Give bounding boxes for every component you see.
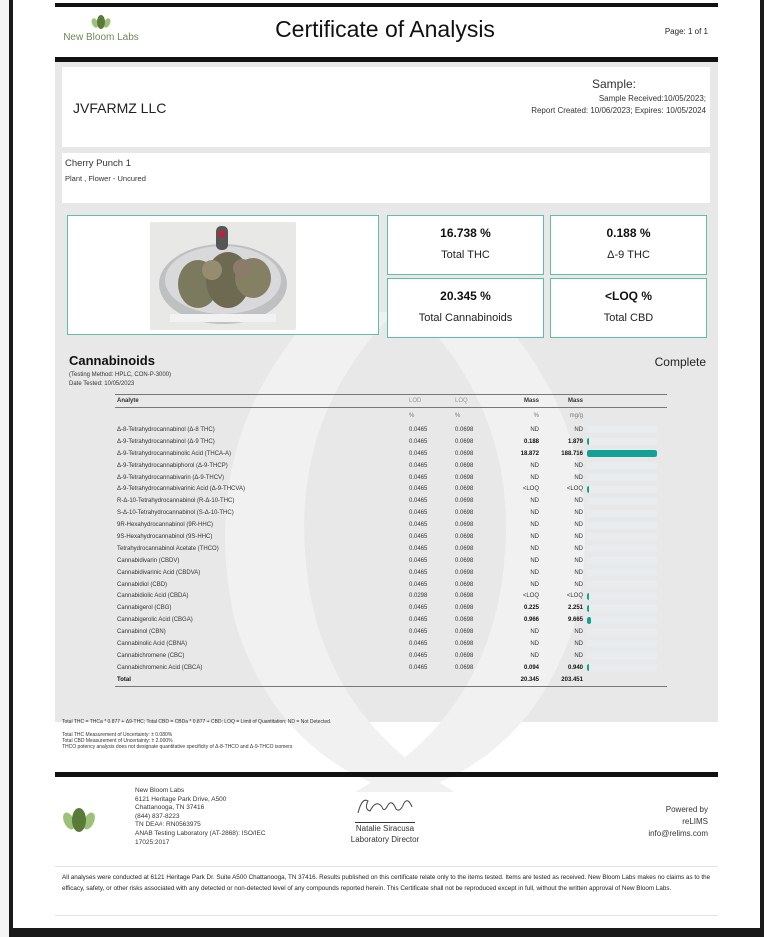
table-row [115, 483, 667, 495]
table-row [115, 448, 667, 460]
loq-cell: 0.0698 [455, 426, 474, 433]
delta9-thc-card [550, 215, 707, 275]
signature-block [335, 795, 435, 844]
mass-mg-cell: ND [574, 510, 583, 517]
table-row [115, 662, 667, 674]
analyte-cell: 9S-Hexahydrocannabinol (9S-HHC) [117, 533, 213, 540]
lab-info-name: New Bloom Labs [135, 787, 185, 794]
sample-received-date: Sample Received:10/05/2023; [598, 94, 706, 103]
col-mass-mg: Mass [541, 395, 585, 408]
viewer-frame-bottom [9, 928, 764, 937]
viewer-frame-right [760, 0, 764, 937]
concentration-bar [587, 545, 657, 552]
product-type: Plant , Flower - Uncured [65, 174, 146, 183]
mass-pct-cell: ND [530, 426, 539, 433]
delta9-thc-value: 0.188 % [606, 226, 651, 240]
col-lod: LOD [407, 395, 453, 408]
col-bar [585, 395, 667, 408]
unit-loq: % [455, 413, 461, 419]
cannabinoids-table [115, 394, 667, 687]
mass-pct-cell: ND [530, 545, 539, 552]
loq-cell: 0.0698 [455, 664, 474, 671]
summary-panel [62, 210, 710, 340]
analyte-cell: Cannabigerol (CBG) [117, 605, 172, 612]
lab-info-iso: 17025:2017 [135, 838, 170, 846]
sample-photo [150, 222, 296, 330]
lab-contact-info [135, 787, 266, 847]
lod-cell: 0.0465 [409, 438, 428, 445]
concentration-bar [587, 664, 657, 671]
analyte-cell: Cannabichromenic Acid (CBCA) [117, 664, 203, 671]
mass-pct-cell: ND [530, 557, 539, 564]
lod-cell: 0.0465 [409, 557, 428, 564]
total-label: Total [115, 674, 407, 686]
mass-mg-cell: ND [574, 522, 583, 529]
powered-by-brand: reLIMS [682, 817, 708, 826]
concentration-bar [587, 629, 657, 636]
client-name: JVFARMZ LLC [73, 100, 167, 116]
lod-cell: 0.0465 [409, 462, 428, 469]
mass-mg-cell: ND [574, 533, 583, 540]
table-row [115, 460, 667, 472]
cbd-uncertainty-note: Total CBD Measurement of Uncertainty: ± 2.000% [62, 738, 173, 744]
document-title: Certificate of Analysis [275, 16, 495, 42]
lod-cell: 0.0465 [409, 522, 428, 529]
analyte-cell: Cannabichromene (CBC) [117, 652, 185, 659]
table-row [115, 626, 667, 638]
lotus-logo-icon [90, 14, 112, 30]
mass-mg-cell: ND [574, 569, 583, 576]
loq-cell: 0.0698 [455, 581, 474, 588]
col-mass-pct: Mass [499, 395, 541, 408]
table-row [115, 519, 667, 531]
product-panel [62, 153, 710, 203]
concentration-bar [587, 533, 657, 540]
mass-pct-cell: 0.225 [523, 605, 539, 612]
table-row [115, 579, 667, 591]
lod-cell: 0.0465 [409, 486, 428, 493]
mass-mg-cell: ND [574, 629, 583, 636]
page-number: Page: 1 of 1 [664, 27, 708, 36]
concentration-bar-fill [587, 664, 589, 671]
total-mass-mg: 203.451 [541, 674, 585, 686]
loq-cell: 0.0698 [455, 569, 474, 576]
product-name: Cherry Punch 1 [65, 158, 132, 169]
table-row [115, 614, 667, 626]
lod-cell: 0.0465 [409, 581, 428, 588]
viewer-background [0, 0, 9, 937]
analyte-cell: S-Δ-10-Tetrahydrocannabinol (S-Δ-10-THC) [117, 510, 234, 517]
mass-mg-cell: ND [574, 498, 583, 505]
table-row [115, 531, 667, 543]
loq-cell: 0.0698 [455, 629, 474, 636]
powered-by-email[interactable]: info@relims.com [648, 829, 708, 838]
analyte-cell: Δ-8-Tetrahydrocannabinol (Δ-8 THC) [117, 426, 215, 433]
analyte-cell: Cannabinol (CBN) [117, 629, 166, 636]
mass-mg-cell: ND [574, 652, 583, 659]
mass-pct-cell: ND [530, 533, 539, 540]
loq-cell: 0.0698 [455, 557, 474, 564]
unit-mass-pct: % [533, 413, 539, 419]
concentration-bar [587, 569, 657, 576]
signatory-title: Laboratory Director [350, 835, 420, 844]
table-row [115, 472, 667, 484]
analyte-cell: R-Δ-10-Tetrahydrocannabinol (R-Δ-10-THC) [117, 498, 235, 505]
cannabinoids-title: Cannabinoids [69, 353, 155, 368]
analyte-cell: Cannabidivarin (CBDV) [117, 557, 180, 564]
lod-cell: 0.0465 [409, 605, 428, 612]
table-header-row [115, 395, 667, 408]
total-cbd-label: Total CBD [603, 312, 654, 324]
footer-rule [55, 772, 718, 777]
unit-mass-mg: mg/g [569, 413, 583, 419]
footer-logo [62, 807, 96, 838]
mass-mg-cell: <LOQ [566, 593, 583, 600]
loq-cell: 0.0698 [455, 605, 474, 612]
table-row [115, 602, 667, 614]
concentration-bar [587, 557, 657, 564]
disclaimer-rule-top [55, 866, 718, 867]
total-cbd-card [550, 278, 707, 338]
mass-pct-cell: ND [530, 474, 539, 481]
disclaimer-rule-bottom [55, 915, 718, 916]
analyte-cell: Δ-9-Tetrahydrocannabivarinic Acid (Δ-9-THCVA) [117, 486, 245, 493]
mass-mg-cell: ND [574, 426, 583, 433]
concentration-bar [587, 593, 657, 600]
lod-cell: 0.0465 [409, 498, 428, 505]
lod-cell: 0.0465 [409, 640, 428, 647]
concentration-bar [587, 605, 657, 612]
table-row [115, 555, 667, 567]
concentration-bar [587, 426, 657, 433]
analyte-cell: Cannabinolic Acid (CBNA) [117, 640, 188, 647]
analyte-cell: Cannabidivarinic Acid (CBDVA) [117, 569, 201, 576]
analyte-cell: Cannabigerolic Acid (CBGA) [117, 617, 193, 624]
mass-pct-cell: ND [530, 569, 539, 576]
lod-cell: 0.0465 [409, 510, 428, 517]
total-thc-label: Total THC [441, 249, 490, 261]
signature-icon [354, 795, 416, 817]
mass-mg-cell: ND [574, 474, 583, 481]
lod-cell: 0.0465 [409, 664, 428, 671]
sample-image-box [67, 215, 379, 335]
analyte-cell: Tetrahydrocannabinol Acetate (THCO) [117, 545, 219, 552]
header-rule-top [55, 3, 718, 7]
lab-info-phone: (844) 837-8223 [135, 812, 180, 820]
lab-info-address: 6121 Heritage Park Drive, A500 [135, 795, 227, 803]
mass-pct-cell: ND [530, 629, 539, 636]
concentration-bar [587, 617, 657, 624]
mass-pct-cell: ND [530, 498, 539, 505]
loq-cell: 0.0698 [455, 652, 474, 659]
lod-cell: 0.0465 [409, 629, 428, 636]
concentration-bar [587, 522, 657, 529]
table-row [115, 590, 667, 602]
table-row [115, 543, 667, 555]
flower-sample-image-icon [150, 222, 296, 330]
lod-cell: 0.0465 [409, 652, 428, 659]
analyte-cell: Δ-9-Tetrahydrocannabinolic Acid (THCA-A) [117, 450, 232, 457]
mass-mg-cell: 1.879 [567, 438, 583, 445]
mass-mg-cell: ND [574, 462, 583, 469]
lod-cell: 0.0465 [409, 617, 428, 624]
loq-cell: 0.0698 [455, 510, 474, 517]
loq-cell: 0.0698 [455, 522, 474, 529]
date-tested: Date Tested: 10/05/2023 [69, 381, 135, 387]
mass-mg-cell: <LOQ [566, 486, 583, 493]
concentration-bar [587, 498, 657, 505]
total-thc-card [387, 215, 544, 275]
lod-cell: 0.0298 [409, 593, 428, 600]
concentration-bar [587, 474, 657, 481]
mass-pct-cell: 0.094 [523, 664, 539, 671]
signatory-name: Natalie Siracusa [355, 824, 415, 833]
units-row [115, 408, 667, 425]
loq-cell: 0.0698 [455, 474, 474, 481]
table-row [115, 495, 667, 507]
total-thc-value: 16.738 % [440, 226, 491, 240]
concentration-bar [587, 640, 657, 647]
loq-cell: 0.0698 [455, 438, 474, 445]
total-cannabinoids-label: Total Cannabinoids [418, 312, 513, 324]
loq-cell: 0.0698 [455, 593, 474, 600]
mass-pct-cell: ND [530, 522, 539, 529]
analyte-cell: Cannabidiolic Acid (CBDA) [117, 593, 189, 600]
cannabinoids-section [62, 347, 710, 722]
concentration-bar [587, 510, 657, 517]
concentration-bar [587, 652, 657, 659]
delta9-thc-label: Δ-9 THC [607, 249, 650, 261]
cannabinoids-status: Complete [654, 355, 706, 369]
loq-cell: 0.0698 [455, 462, 474, 469]
mass-mg-cell: ND [574, 545, 583, 552]
mass-mg-cell: ND [574, 557, 583, 564]
loq-cell: 0.0698 [455, 450, 474, 457]
report-dates: Report Created: 10/06/2023; Expires: 10/05/2024 [531, 106, 706, 115]
total-cbd-value: <LOQ % [604, 289, 652, 303]
concentration-bar-fill [587, 450, 657, 457]
lab-logo [61, 14, 141, 54]
formula-note: Total THC = THCa * 0.877 + Δ9-THC; Total CBD = CBDa * 0.877 + CBD; LOQ = Limit of Quantitation; ND = Not Detected. [62, 719, 332, 725]
analyte-cell: Cannabidiol (CBD) [117, 581, 168, 588]
mass-pct-cell: <LOQ [522, 486, 539, 493]
table-row [115, 424, 667, 436]
concentration-bar [587, 450, 657, 457]
lod-cell: 0.0465 [409, 533, 428, 540]
table-row [115, 650, 667, 662]
mass-mg-cell: 9.665 [567, 617, 583, 624]
mass-mg-cell: ND [574, 581, 583, 588]
mass-mg-cell: 2.251 [567, 605, 583, 612]
concentration-bar-fill [587, 438, 589, 445]
analyte-cell: Δ-9-Tetrahydrocannabivarin (Δ-9-THCV) [117, 474, 225, 481]
mass-mg-cell: 0.940 [567, 664, 583, 671]
col-loq: LOQ [453, 395, 499, 408]
table-row [115, 638, 667, 650]
concentration-bar [587, 462, 657, 469]
total-cannabinoids-card [387, 278, 544, 338]
mass-pct-cell: ND [530, 640, 539, 647]
mass-pct-cell: ND [530, 652, 539, 659]
lab-info-dea: TN DEA#: RN0563975 [135, 821, 201, 829]
viewer-frame-left [9, 0, 13, 937]
mass-mg-cell: ND [574, 640, 583, 647]
lod-cell: 0.0465 [409, 450, 428, 457]
lod-cell: 0.0465 [409, 426, 428, 433]
powered-by [648, 804, 708, 840]
lab-logo-text: New Bloom Labs [63, 32, 139, 43]
mass-pct-cell: 0.188 [523, 438, 539, 445]
mass-pct-cell: <LOQ [522, 593, 539, 600]
table-row [115, 507, 667, 519]
concentration-bar-fill [587, 486, 589, 493]
table-row [115, 436, 667, 448]
lab-info-city: Chattanooga, TN 37416 [135, 804, 205, 812]
unit-lod: % [409, 413, 415, 419]
testing-method: (Testing Method: HPLC, CON-P-3000) [69, 372, 172, 378]
disclaimer: All analyses were conducted at 6121 Heritage Park Dr. Suite A500 Chattanooga, TN 37416. Results published on this certificate relate only to the items tested. Items are tested as received. New Bloom Labs makes no claims as to the efficacy, safety, or other risks associated with any detected or non-detected level of any compounds reported herein. This Certificate shall not be reproduced except in full, without the written approval of New Bloom Labs. [62, 874, 711, 892]
thco-note: THCO potency analysis does not designate quantitative specificity of Δ-8-THCO and Δ-9-THCO isomers [62, 744, 293, 750]
loq-cell: 0.0698 [455, 533, 474, 540]
concentration-bar [587, 581, 657, 588]
loq-cell: 0.0698 [455, 545, 474, 552]
mass-pct-cell: 18.872 [520, 450, 539, 457]
mass-mg-cell: 188.716 [561, 450, 583, 457]
loq-cell: 0.0698 [455, 498, 474, 505]
loq-cell: 0.0698 [455, 640, 474, 647]
lotus-logo-icon [62, 807, 96, 833]
mass-pct-cell: ND [530, 581, 539, 588]
loq-cell: 0.0698 [455, 617, 474, 624]
mass-pct-cell: 0.966 [523, 617, 539, 624]
client-panel [62, 67, 710, 147]
lod-cell: 0.0465 [409, 545, 428, 552]
notes [62, 719, 331, 750]
lod-cell: 0.0465 [409, 569, 428, 576]
total-mass-pct: 20.345 [499, 674, 541, 686]
mass-pct-cell: ND [530, 462, 539, 469]
col-analyte: Analyte [115, 395, 407, 408]
concentration-bar [587, 486, 657, 493]
total-row [115, 674, 667, 686]
sample-label: Sample: [591, 77, 636, 91]
thc-uncertainty-note: Total THC Measurement of Uncertainty: ± 0.080% [62, 732, 173, 738]
concentration-bar-fill [587, 617, 591, 624]
analyte-cell: Δ-9-Tetrahydrocannabiphorol (Δ-9-THCP) [117, 462, 228, 469]
mass-pct-cell: ND [530, 510, 539, 517]
analyte-cell: Δ-9-Tetrahydrocannabinol (Δ-9 THC) [117, 438, 215, 445]
unit-analyte [115, 408, 407, 425]
concentration-bar [587, 438, 657, 445]
concentration-bar-fill [587, 593, 589, 600]
certificate-page [55, 0, 718, 928]
lod-cell: 0.0465 [409, 474, 428, 481]
analyte-cell: 9R-Hexahydrocannabinol (9R-HHC) [117, 522, 214, 529]
lab-info-accreditation: ANAB Testing Laboratory (AT-2868): ISO/IEC [135, 829, 266, 837]
powered-by-label: Powered by [665, 805, 708, 814]
loq-cell: 0.0698 [455, 486, 474, 493]
concentration-bar-fill [587, 605, 589, 612]
total-cannabinoids-value: 20.345 % [440, 289, 491, 303]
table-row [115, 567, 667, 579]
